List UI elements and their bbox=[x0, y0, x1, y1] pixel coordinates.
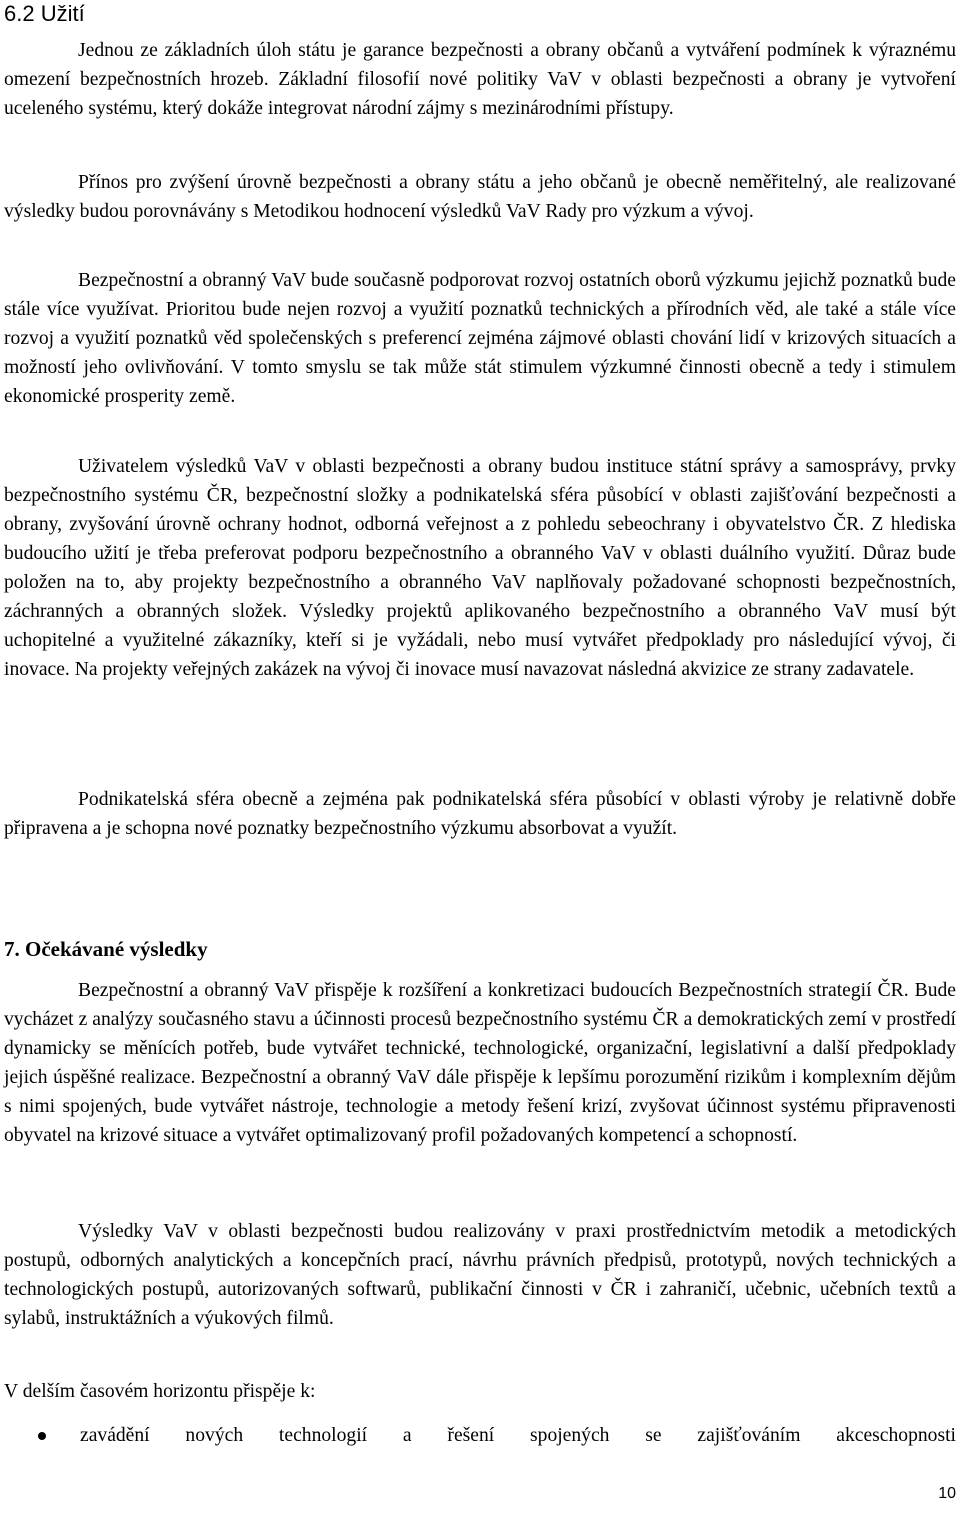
paragraph-7-1: Bezpečnostní a obranný VaV přispěje k rozšíření a konkretizaci budoucích Bezpečnostních strategií ČR. Bude vycházet z analýzy současného stavu a účinnosti procesů bezpečnostního systému ČR a demokratických zemí v prostředí dynamicky se měnících potřeb, bude vytvářet technické, technologické, organizační, legislativní a další předpoklady jejich úspěšné realizace. Bezpečnostní a obranný VaV dále přispěje k lepšímu porozumění rizikům i komplexním dějům s nimi spojených, bude vytvářet nástroje, technologie a metody řešení krizí, zvyšovat účinnost systému připravenosti obyvatel na krizové situace a vytvářet optimalizovaný profil požadovaných kompetencí a schopností. bbox=[4, 980, 956, 1146]
lead-in-sentence: V delším časovém horizontu přispěje k: bbox=[4, 1381, 316, 1402]
bullet-text: zavádění nových technologií a řešení spojených se zajišťováním akceschopnosti bbox=[80, 1425, 956, 1446]
paragraph-6-2-1: Jednou ze základních úloh státu je garance bezpečnosti a obrany občanů a vytváření podmínek k výraznému omezení bezpečnostních hrozeb. Základní filosofií nové politiky VaV v oblasti bezpečnosti a obrany je vytvoření uceleného systému, který dokáže integrovat národní zájmy s mezinárodními přístupy. bbox=[4, 40, 956, 119]
bullet-dot-icon bbox=[38, 1432, 46, 1440]
page-number: 10 bbox=[938, 1485, 956, 1502]
paragraph-6-2-2: Přínos pro zvýšení úrovně bezpečnosti a obrany státu a jeho občanů je obecně neměřitelný, ale realizované výsledky budou porovnávány s Metodikou hodnocení výsledků VaV Rady pro výzkum a vývoj. bbox=[4, 172, 956, 222]
section-heading-6-2: 6.2 Užití bbox=[4, 1, 85, 26]
paragraph-6-2-5: Podnikatelská sféra obecně a zejména pak podnikatelská sféra působící v oblasti výroby je relativně dobře připravena a je schopna nové poznatky bezpečnostního výzkumu absorbovat a využít. bbox=[4, 789, 956, 839]
paragraph-6-2-3: Bezpečnostní a obranný VaV bude současně podporovat rozvoj ostatních oborů výzkumu jejichž poznatků bude stále více využívat. Prioritou bude nejen rozvoj a využití poznatků technických a přírodních věd, ale také a stále více rozvoj a využití poznatků věd společenských s preferencí zejména zájmové oblasti chování lidí v krizových situacích a možností jeho ovlivňování. V tomto smyslu se tak může stát stimulem výzkumné činnosti obecně a tedy i stimulem ekonomické prosperity země. bbox=[4, 270, 956, 407]
section-heading-7: 7. Očekávané výsledky bbox=[4, 937, 208, 961]
bullet-list-item bbox=[4, 1421, 956, 1450]
paragraph-6-2-4: Uživatelem výsledků VaV v oblasti bezpečnosti a obrany budou instituce státní správy a samosprávy, prvky bezpečnostního systému ČR, bezpečnostní složky a podnikatelská sféra působící v oblasti zajišťování bezpečnosti a obrany, zvyšování úrovně ochrany hodnot, odborná veřejnost a z pohledu sebeochrany i obyvatelstvo ČR. Z hlediska budoucího užití je třeba preferovat podporu bezpečnostního a obranného VaV v oblasti duálního využití. Důraz bude položen na to, aby projekty bezpečnostního a obranného VaV naplňovaly požadované schopnosti bezpečnostních, záchranných a obranných složek. Výsledky projektů aplikovaného bezpečnostního a obranného VaV musí být uchopitelné a využitelné zákazníky, kteří si je vyžádali, nebo musí vytvářet předpoklady pro následující vývoj, či inovace. Na projekty veřejných zakázek na vývoj či inovace musí navazovat následná akvizice ze strany zadavatele. bbox=[4, 456, 956, 680]
paragraph-7-2: Výsledky VaV v oblasti bezpečnosti budou realizovány v praxi prostřednictvím metodik a metodických postupů, odborných analytických a koncepčních prací, návrhu právních předpisů, prototypů, nových technických a technologických postupů, autorizovaných softwarů, publikační činnosti v ČR i zahraničí, učebnic, učebních textů a sylabů, instruktážních a výukových filmů. bbox=[4, 1221, 956, 1329]
